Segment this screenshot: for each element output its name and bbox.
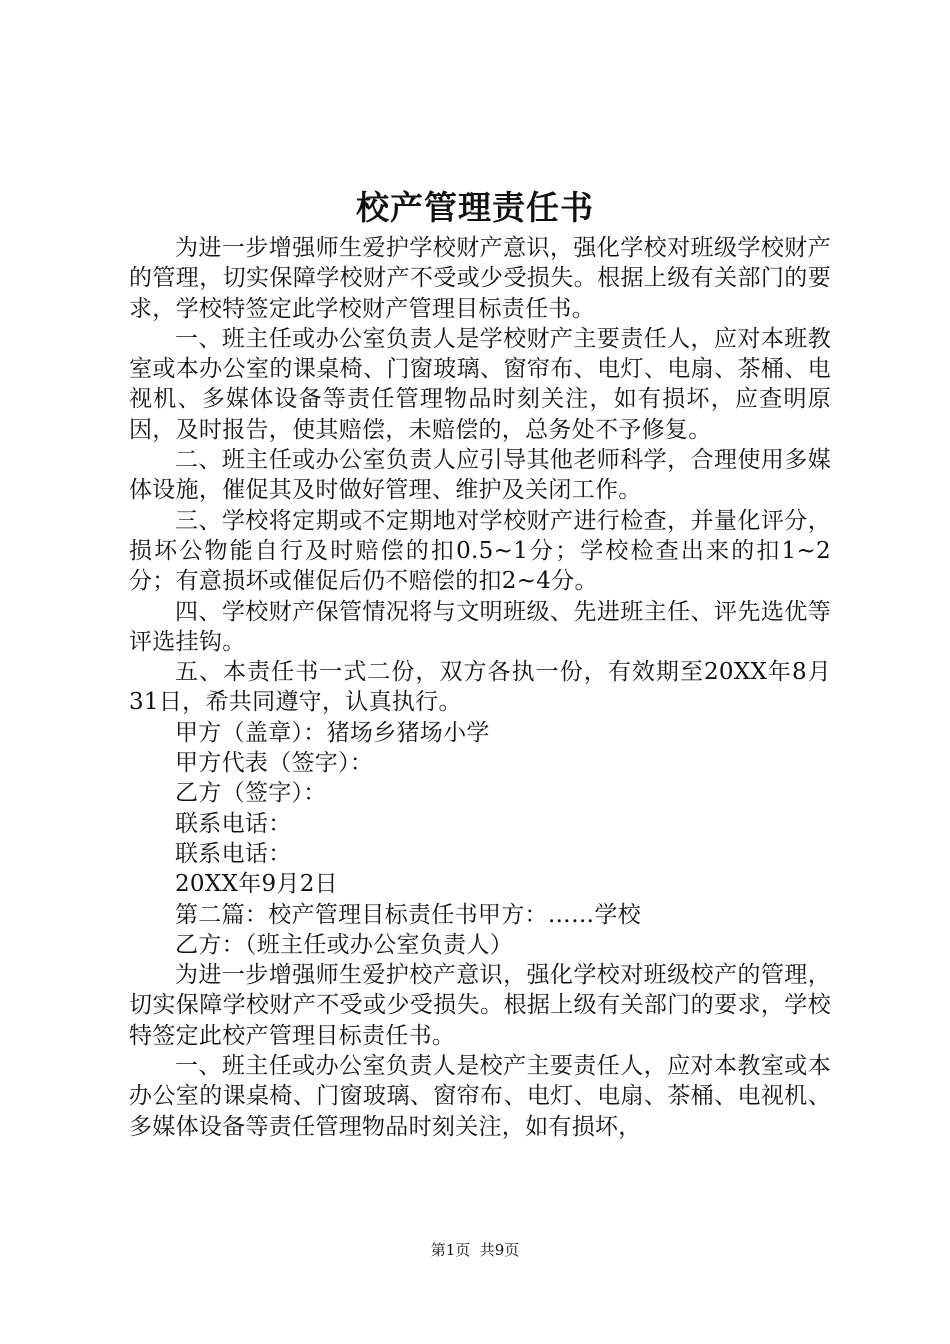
paragraph-part2-intro: 为进一步增强师生爱护校产意识，强化学校对班级校产的管理，切实保障学校财产不受或少受损失。根据上级有关部门的要求，学校特签定此校产管理目标责任书。	[129, 962, 831, 1049]
paragraph-clause-3: 三、学校将定期或不定期地对学校财产进行检查，并量化评分，损坏公物能自行及时赔偿的扣0.5~1分；学校检查出来的扣1~2分；有意损坏或催促后仍不赔偿的扣2~4分。	[129, 507, 831, 595]
document-title: 校产管理责任书	[356, 188, 594, 227]
contact-phone-b: 联系电话：	[175, 840, 292, 867]
paragraph-intro: 为进一步增强师生爱护学校财产意识，强化学校对班级学校财产的管理，切实保障学校财产不受或少受损失。根据上级有关部门的要求，学校特签定此学校财产管理目标责任书。	[129, 235, 831, 322]
paragraph-clause-5: 五、本责任书一式二份，双方各执一份，有效期至20XX年8月31日，希共同遵守，认真执行。	[129, 659, 831, 716]
page-number: 第1页 共9页	[430, 1241, 520, 1259]
paragraph-clause-1: 一、班主任或办公室负责人是学校财产主要责任人，应对本班教室或本办公室的课桌椅、门窗玻璃、窗帘布、电灯、电扇、茶桶、电视机、多媒体设备等责任管理物品时刻关注，如有损坏，应查明原因，及时报告，使其赔偿，未赔偿的，总务处不予修复。	[129, 325, 831, 443]
contact-phone-a: 联系电话：	[175, 810, 292, 837]
signature-party-b: 乙方（签字）：	[175, 780, 327, 807]
paragraph-part2-clause-1: 一、班主任或办公室负责人是校产主要责任人，应对本教室或本办公室的课桌椅、门窗玻璃、窗帘布、电灯、电扇、茶桶、电视机、多媒体设备等责任管理物品时刻关注，如有损坏，	[129, 1053, 831, 1140]
document-body	[129, 233, 831, 1142]
paragraph-clause-2: 二、班主任或办公室负责人应引导其他老师科学，合理使用多媒体设施，催促其及时做好管理、维护及关闭工作。	[129, 447, 831, 504]
signature-party-a-representative: 甲方代表（签字）：	[175, 750, 374, 777]
signature-date: 20XX年9月2日	[175, 871, 338, 898]
paragraph-clause-4: 四、学校财产保管情况将与文明班级、先进班主任、评先选优等评选挂钩。	[129, 598, 831, 655]
signature-party-a: 甲方（盖章）：猪场乡猪场小学	[175, 719, 490, 746]
part-two-party-b: 乙方：（班主任或办公室负责人）	[175, 931, 513, 958]
part-two-heading: 第二篇：校产管理目标责任书甲方：……学校	[175, 901, 641, 928]
